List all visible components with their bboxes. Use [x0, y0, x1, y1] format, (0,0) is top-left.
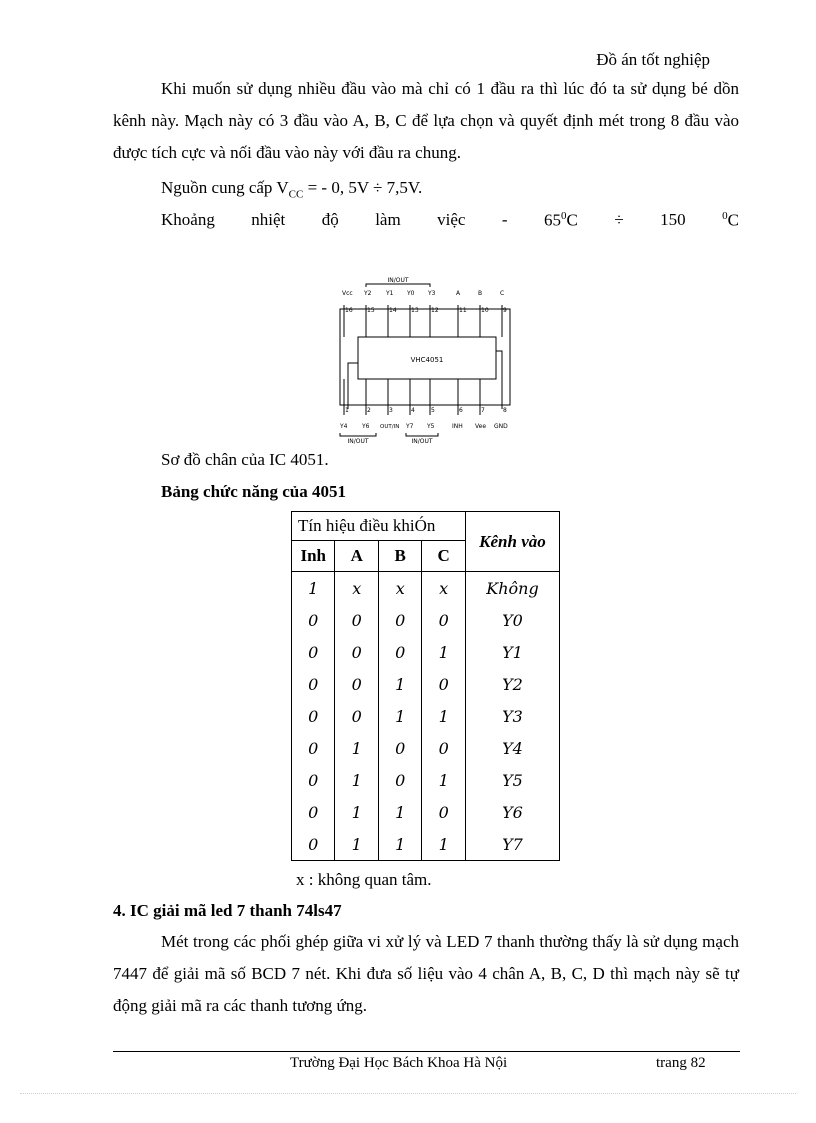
table-cell: x — [378, 572, 421, 605]
section-paragraph: Mét trong các phối ghép giữa vi xử lý và LED 7 thanh thường thấy là sử dụng mạch 7447 để giải mã số BCD 7 nét. Khi đưa số liệu vào 4 chân A, B, C, D thì mạch này sẽ tự động giải mã ra các thanh tương ứng. — [113, 932, 739, 1015]
table-cell: 0 — [292, 636, 335, 668]
table-row — [292, 828, 560, 861]
table-cell: 0 — [378, 604, 421, 636]
bottom-pin-number: 8 — [503, 407, 507, 414]
temp-word: độ — [321, 210, 339, 229]
table-cell: 0 — [378, 764, 421, 796]
table-cell: 1 — [335, 828, 378, 861]
col-header: C — [422, 541, 465, 572]
supply-suffix: = - 0, 5V ÷ 7,5V. — [303, 178, 423, 197]
top-pin-number: 9 — [503, 307, 507, 314]
table-row — [292, 668, 560, 700]
bottom-pin-number: 5 — [431, 407, 435, 414]
table-cell: 1 — [335, 764, 378, 796]
table-cell: 1 — [292, 572, 335, 605]
footer-divider — [113, 1051, 740, 1052]
temp-low: $65^0C$ — [544, 210, 578, 230]
top-pin-name: Y1 — [386, 290, 394, 297]
table-cell: Y1 — [465, 636, 559, 668]
bottom-pin-name: INH — [452, 423, 463, 430]
temp-word: làm — [375, 210, 401, 229]
page-edge-divider — [20, 1093, 796, 1094]
table-cell: 0 — [378, 732, 421, 764]
table-cell: 0 — [422, 732, 465, 764]
bottom-pin-name: Y7 — [406, 423, 414, 430]
top-pin-number: 12 — [431, 307, 439, 314]
temp-high: 150 — [660, 210, 686, 229]
supply-sub: CC — [288, 188, 304, 201]
table-cell: 0 — [422, 604, 465, 636]
top-pin-name: Vcc — [342, 290, 353, 297]
top-pin-name: Y3 — [428, 290, 436, 297]
table-cell: 1 — [378, 796, 421, 828]
top-pin-name: B — [478, 290, 483, 297]
in-out-label-bottom-right: IN/OUT — [411, 438, 433, 445]
bottom-pin-number: 7 — [481, 407, 485, 414]
bottom-pin-number: 4 — [411, 407, 415, 414]
supply-prefix: Nguồn cung cấp V — [161, 178, 289, 197]
table-cell: 1 — [422, 636, 465, 668]
diagram-caption: Sơ đồ chân của IC 4051. — [161, 450, 329, 469]
bottom-pin-number: 6 — [459, 407, 463, 414]
bottom-pin-name: Y4 — [340, 423, 348, 430]
temp-word: việc — [437, 210, 466, 229]
table-cell: 1 — [378, 668, 421, 700]
bottom-pin-name: Y5 — [427, 423, 435, 430]
temperature-line — [161, 210, 739, 231]
table-cell: 0 — [292, 828, 335, 861]
table-row — [292, 700, 560, 732]
top-pin-number: 10 — [481, 307, 489, 314]
in-out-label-top: IN/OUT — [387, 277, 409, 284]
table-cell: Không — [465, 572, 559, 605]
top-pin-name: Y2 — [364, 290, 372, 297]
table-cell: 1 — [422, 700, 465, 732]
table-cell: Y3 — [465, 700, 559, 732]
temp-word: Khoảng — [161, 210, 215, 229]
bottom-pin-number: 2 — [367, 407, 371, 414]
table-cell: Y0 — [465, 604, 559, 636]
top-pin-number: 16 — [345, 307, 353, 314]
table-cell: 0 — [292, 700, 335, 732]
table-cell: 0 — [422, 796, 465, 828]
ic-pin-diagram — [330, 275, 520, 445]
table-cell: 0 — [292, 604, 335, 636]
function-table — [291, 511, 560, 861]
table-cell: 1 — [378, 700, 421, 732]
top-pin-number: 11 — [459, 307, 467, 314]
signal-header: Tín hiệu điều khiÓn — [292, 512, 466, 541]
table-row — [292, 572, 560, 605]
top-pin-number: 13 — [411, 307, 419, 314]
bottom-pin-number: 3 — [389, 407, 393, 414]
temp-word: - — [501, 210, 508, 229]
bottom-pin-name: OUT/IN — [380, 424, 400, 430]
channel-header: Kênh vào — [465, 512, 559, 572]
in-out-label-bottom-left: IN/OUT — [347, 438, 369, 445]
top-pin-name: A — [456, 290, 461, 297]
table-cell: 0 — [292, 668, 335, 700]
table-cell: 0 — [335, 636, 378, 668]
top-pin-number: 15 — [367, 307, 375, 314]
table-cell: 0 — [292, 732, 335, 764]
table-cell: Y7 — [465, 828, 559, 861]
table-cell: 1 — [335, 796, 378, 828]
table-row — [292, 796, 560, 828]
bottom-pin-name: Y6 — [362, 423, 370, 430]
table-cell: 0 — [292, 764, 335, 796]
table-cell: x — [335, 572, 378, 605]
header-title: Đồ án tốt nghiệp — [596, 50, 710, 69]
table-note: x : không quan tâm. — [296, 870, 432, 889]
temp-word: nhiệt — [251, 210, 286, 229]
table-cell: x — [422, 572, 465, 605]
table-cell: 0 — [335, 700, 378, 732]
supply-line — [161, 178, 422, 200]
table-cell: 1 — [422, 828, 465, 861]
table-cell: Y4 — [465, 732, 559, 764]
table-title: Bảng chức năng của 4051 — [161, 482, 346, 501]
table-cell: Y5 — [465, 764, 559, 796]
table-cell: 0 — [292, 796, 335, 828]
table-cell: Y6 — [465, 796, 559, 828]
footer-school: Trường Đại Học Bách Khoa Hà Nội — [290, 1055, 508, 1071]
table-cell: 1 — [378, 828, 421, 861]
top-pin-number: 14 — [389, 307, 397, 314]
chip-label: VHC4051 — [410, 356, 444, 364]
table-row — [292, 764, 560, 796]
table-cell: 0 — [422, 668, 465, 700]
footer-page-number: trang 82 — [656, 1055, 706, 1071]
table-cell: 0 — [335, 668, 378, 700]
table-cell: 1 — [335, 732, 378, 764]
table-row — [292, 604, 560, 636]
table-cell: 0 — [335, 604, 378, 636]
top-pin-name: C — [500, 290, 505, 297]
bottom-pin-name: GND — [494, 423, 508, 430]
bottom-pin-name: Vee — [475, 423, 487, 430]
section-heading: 4. IC giải mã led 7 thanh 74ls47 — [113, 901, 342, 920]
table-row — [292, 636, 560, 668]
table-cell: 0 — [378, 636, 421, 668]
table-row — [292, 732, 560, 764]
intro-paragraph: Khi muốn sử dụng nhiều đầu vào mà chỉ có 1 đầu ra thì lúc đó ta sử dụng bé dồn kênh này. Mạch này có 3 đầu vào A, B, C để lựa chọn và quyết định mét trong 8 đầu vào được tích cực và nối đầu vào này với đầu ra chung. — [113, 79, 739, 162]
col-header: A — [335, 541, 378, 572]
temp-high-unit: $^0$C — [722, 210, 739, 230]
table-cell: 1 — [422, 764, 465, 796]
bottom-pin-number: 1 — [345, 407, 349, 414]
col-header: B — [378, 541, 421, 572]
col-header: Inh — [292, 541, 335, 572]
table-cell: Y2 — [465, 668, 559, 700]
temp-divide: ÷ — [614, 210, 624, 229]
top-pin-name: Y0 — [407, 290, 415, 297]
